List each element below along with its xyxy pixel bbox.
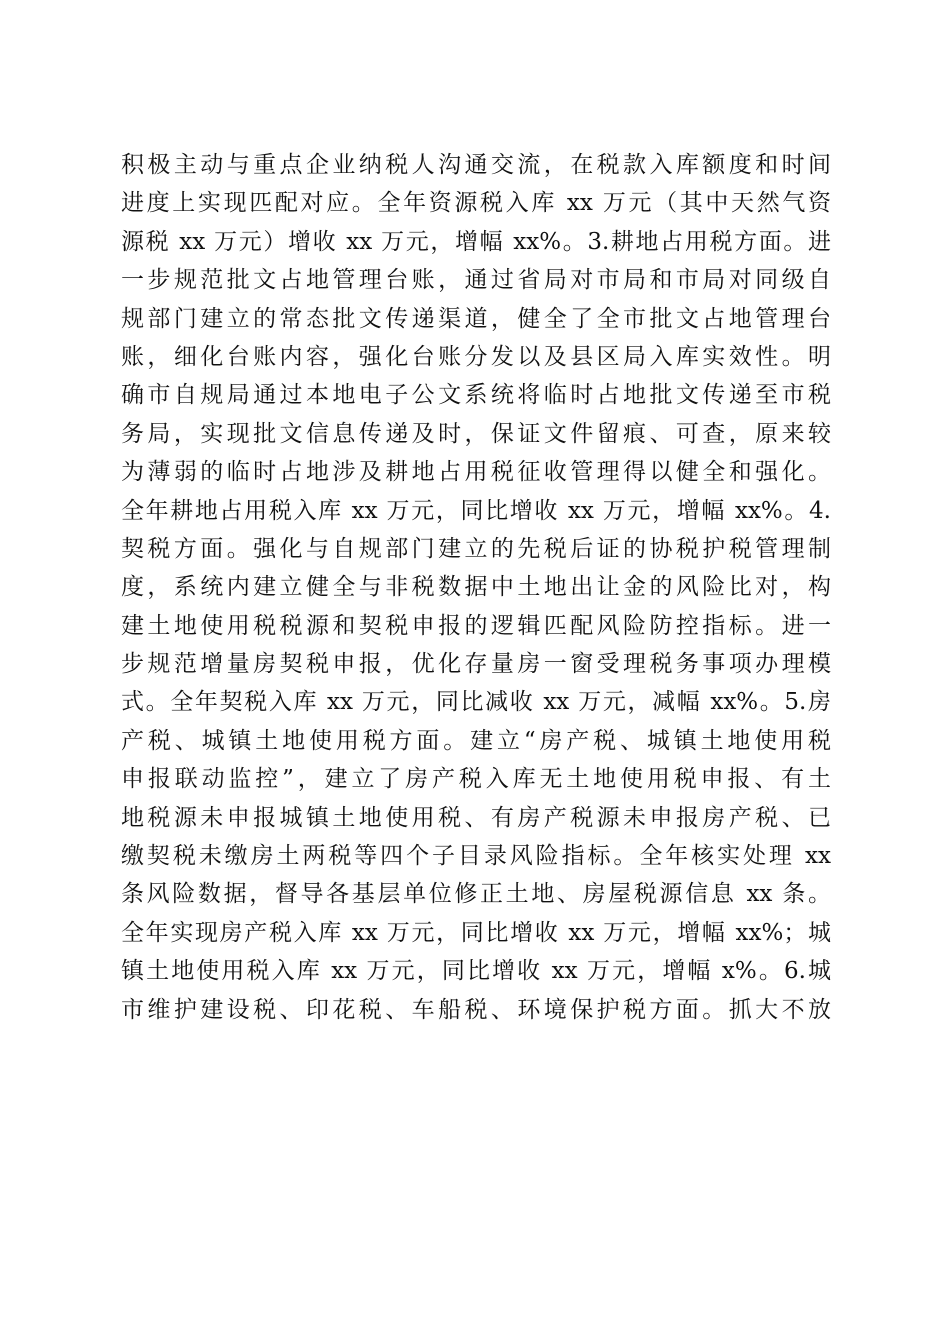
text-line: 积极主动与重点企业纳税人沟通交流，在税款入库额度和时间 xyxy=(121,152,831,178)
text-line: 镇土地使用税入库 xx 万元，同比增收 xx 万元，增幅 x%。6.城 xyxy=(121,958,831,985)
text-line: 度，系统内建立健全与非税数据中土地出让金的风险比对，构 xyxy=(121,574,831,601)
text-line: 规部门建立的常态批文传递渠道，健全了全市批文占地管理台 xyxy=(121,305,831,332)
text-line: 缴契税未缴房土两税等四个子目录风险指标。全年核实处理 xx xyxy=(121,843,831,870)
text-line: 式。全年契税入库 xx 万元，同比减收 xx 万元，减幅 xx%。5.房 xyxy=(121,689,831,716)
text-line: 契税方面。强化与自规部门建立的先税后证的协税护税管理制 xyxy=(121,535,831,562)
text-line: 确市自规局通过本地电子公文系统将临时占地批文传递至市税 xyxy=(121,382,831,409)
text-line: 一步规范批文占地管理台账，通过省局对市局和市局对同级自 xyxy=(121,267,831,294)
text-line: 申报联动监控”，建立了房产税入库无土地使用税申报、有土 xyxy=(121,766,831,793)
text-line: 建土地使用税税源和契税申报的逻辑匹配风险防控指标。进一 xyxy=(121,612,831,639)
text-line: 全年耕地占用税入库 xx 万元，同比增收 xx 万元，增幅 xx%。4. xyxy=(121,497,831,524)
text-line: 为薄弱的临时占地涉及耕地占用税征收管理得以健全和强化。 xyxy=(121,459,831,486)
text-line: 步规范增量房契税申报，优化存量房一窗受理税务事项办理模 xyxy=(121,651,831,678)
body-text xyxy=(121,146,831,1029)
text-line: 全年实现房产税入库 xx 万元，同比增收 xx 万元，增幅 xx%；城 xyxy=(121,919,831,946)
text-line: 地税源未申报城镇土地使用税、有房产税源未申报房产税、已 xyxy=(121,804,831,831)
text-line: 进度上实现匹配对应。全年资源税入库 xx 万元（其中天然气资 xyxy=(121,190,831,217)
text-line: 产税、城镇土地使用税方面。建立“房产税、城镇土地使用税 xyxy=(121,727,831,754)
text-line: 源税 xx 万元）增收 xx 万元，增幅 xx%。3.耕地占用税方面。进 xyxy=(121,228,831,255)
text-line: 务局，实现批文信息传递及时，保证文件留痕、可查，原来较 xyxy=(121,420,831,447)
text-line: 账，细化台账内容，强化台账分发以及县区局入库实效性。明 xyxy=(121,343,831,370)
text-line: 条风险数据，督导各基层单位修正土地、房屋税源信息 xx 条。 xyxy=(121,881,831,908)
text-line: 市维护建设税、印花税、车船税、环境保护税方面。抓大不放 xyxy=(121,996,831,1023)
